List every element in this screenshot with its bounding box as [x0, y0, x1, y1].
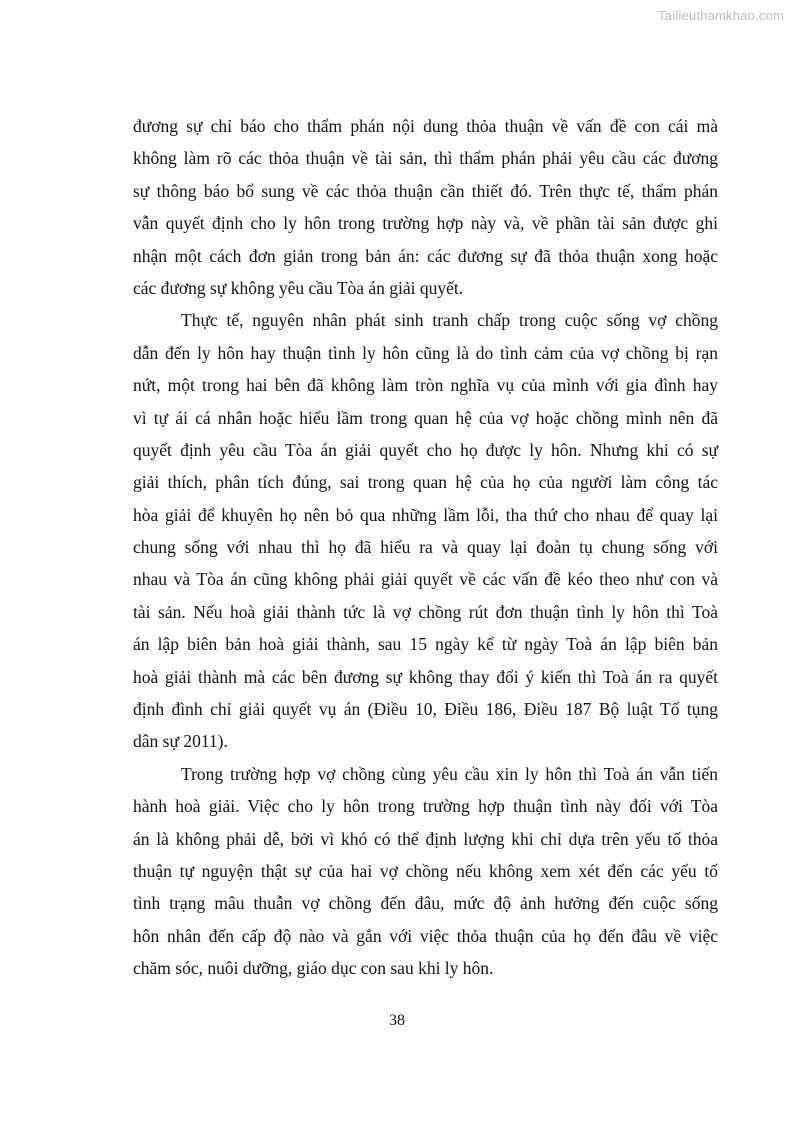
- text-line: nhận một cách đơn giản trong bản án: các đương sự đã thỏa thuận xong hoặc: [133, 245, 718, 266]
- text-line: thuận tự nguyện thật sự của hai vợ chồng nếu không xem xét đến các yếu tố: [133, 860, 718, 881]
- text-line: dẫn đến ly hôn hay thuận tình ly hôn cũng là do tình cảm của vợ chồng bị rạn: [133, 342, 718, 363]
- text-line: vẫn quyết định cho ly hôn trong trường hợp này và, về phần tài sản được ghi: [133, 213, 718, 234]
- text-line: đương sự chỉ báo cho thẩm phán nội dung thỏa thuận về vấn đề con cái mà: [133, 116, 718, 136]
- paragraph-2: [133, 304, 718, 757]
- text-line: không làm rõ các thỏa thuận về tài sản, thì thẩm phán phải yêu cầu các đương: [133, 148, 718, 169]
- text-line: chăm sóc, nuôi dưỡng, giáo dục con sau khi ly hôn.: [133, 958, 494, 979]
- text-line: hòa giải để khuyên họ nên bỏ qua những lầm lỗi, tha thứ cho nhau để quay lại: [133, 504, 718, 525]
- text-line: nứt, một trong hai bên đã không làm tròn nghĩa vụ của mình với gia đình hay: [133, 375, 718, 396]
- text-line: nhau và Tòa án cũng không phải giải quyết về các vấn đề kéo theo như con và: [133, 569, 718, 590]
- text-line: dân sự 2011).: [133, 731, 228, 752]
- text-line: hôn nhân đến cấp độ nào và gắn với việc thỏa thuận của họ đến đâu về việc: [133, 925, 718, 946]
- text-line: án là không phải dễ, bởi vì khó có thể định lượng khi chỉ dựa trên yếu tố thỏa: [133, 828, 718, 849]
- text-line: tài sản. Nếu hoà giải thành tức là vợ chồng rút đơn thuận tình ly hôn thì Toà: [133, 601, 718, 622]
- text-line: quyết định yêu cầu Tòa án giải quyết cho họ được ly hôn. Nhưng khi có sự: [133, 439, 718, 460]
- text-line: Thực tế, nguyên nhân phát sinh tranh chấp trong cuộc sống vợ chồng: [181, 310, 718, 331]
- page-number: 38: [389, 1012, 405, 1029]
- paragraph-1: [133, 110, 718, 304]
- text-line: tình trạng mâu thuẫn vợ chồng đến đâu, mức độ ảnh hưởng đến cuộc sống: [133, 893, 718, 914]
- text-line: sự thông báo bổ sung về các thỏa thuận cần thiết đó. Trên thực tế, thẩm phán: [133, 180, 718, 201]
- text-line: chung sống với nhau thì họ đã hiểu ra và quay lại đoàn tụ chung sống với: [133, 537, 718, 558]
- watermark: Tailieuthamkhao.com: [658, 8, 784, 23]
- text-line: hoà giải thành mà các bên đương sự không thay đổi ý kiến thì Toà án ra quyết: [133, 666, 718, 687]
- text-line: vì tự ái cá nhân hoặc hiểu lầm trong quan hệ của vợ hoặc chồng mình nên đã: [133, 407, 718, 428]
- text-line: hành hoà giải. Việc cho ly hôn trong trường hợp thuận tình này đối với Tòa: [133, 796, 718, 817]
- body-text: [133, 110, 718, 985]
- text-line: Trong trường hợp vợ chồng cùng yêu cầu xin ly hôn thì Toà án vẫn tiến: [181, 763, 718, 784]
- text-line: các đương sự không yêu cầu Tòa án giải quyết.: [133, 277, 464, 298]
- paragraph-3: [133, 758, 718, 985]
- text-line: án lập biên bản hoà giải thành, sau 15 ngày kể từ ngày Toà án lập biên bản: [133, 634, 718, 655]
- text-line: định đình chỉ giải quyết vụ án (Điều 10, Điều 186, Điều 187 Bộ luật Tố tụng: [133, 699, 718, 720]
- text-line: giải thích, phân tích đúng, sai trong quan hệ của họ của người làm công tác: [133, 472, 718, 493]
